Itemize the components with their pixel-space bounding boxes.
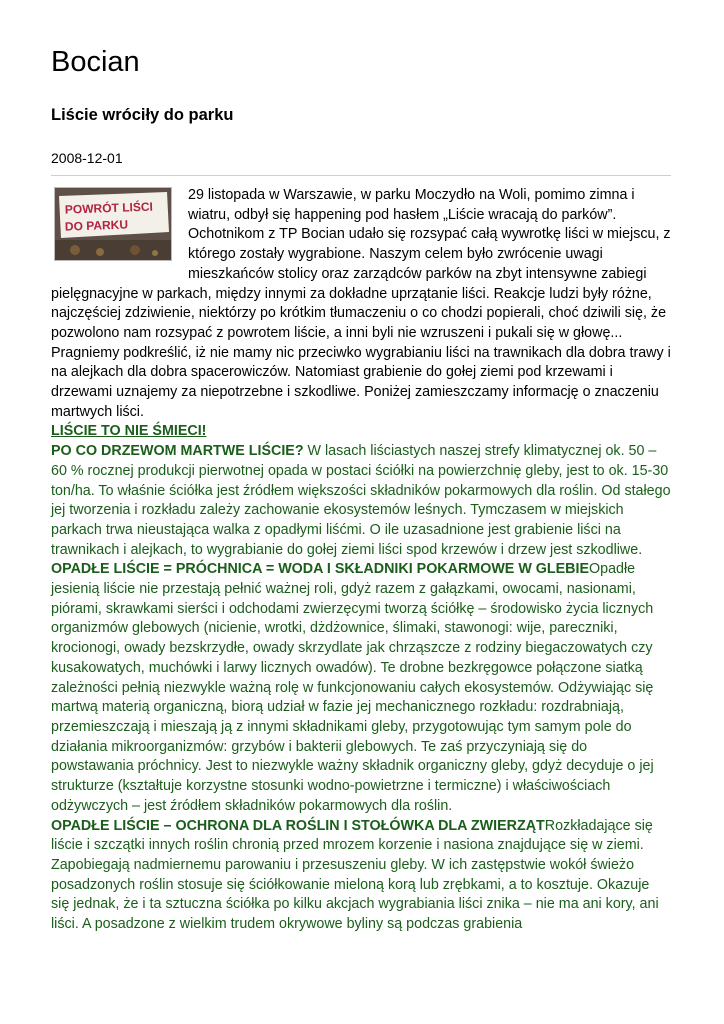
section-heading: OPADŁE LIŚCIE – OCHRONA DLA ROŚLIN I STOŁÓWKA DLA ZWIERZĄT <box>51 817 545 834</box>
banner-text-line2: DO PARKU <box>64 217 129 234</box>
article-title: Liście wróciły do parku <box>51 106 234 124</box>
section-heading: OPADŁE LIŚCIE = PRÓCHNICA = WODA I SKŁADNIKI POKARMOWE W GLEBIE <box>51 561 590 578</box>
section-3 <box>51 817 671 935</box>
section-1 <box>51 442 671 560</box>
intro-paragraph: 29 listopada w Warszawie, w parku Moczydło na Woli, pomimo zimna i wiatru, odbył się happening pod hasłem „Liście wracają do parków”. Ochotnikom z TP Bocian udało się rozsypać całą wywrotkę liści w miejscu, z którego zostały wygrabione. Naszym celem było zwrócenie uwagi mieszkańców stolicy oraz zarządców parków na zbyt intensywne zabiegi pielęgnacyjne w parkach, między innymi za dokładne uprzątanie liści. Reakcje ludzi były różne, najczęściej zdziwienie, niektórzy po krótkim tłumaczeniu o co chodzi popierali, choć dziwili się, że pozwolono nam rozsypać z powrotem liście, a inni byli nie wzruszeni i pukali się w głowę... Pragniemy podkreślić, iż nie mamy nic przeciwko wygrabianiu liści na trawnikach dla dobra trawy i na alejkach dla dobra spacerowiczów. Natomiast grabienie do gołej ziemi pod krzewami i drzewami uznajemy za niepotrzebne i szkodliwe. Poniżej zamieszczamy informację o znaczeniu martwych liści. <box>51 187 671 420</box>
divider <box>51 175 671 176</box>
article-body <box>51 186 671 935</box>
article-image[interactable] <box>54 187 172 261</box>
section-heading: PO CO DRZEWOM MARTWE LIŚCIE? <box>51 443 304 460</box>
section-text: W lasach liściastych naszej strefy klimatycznej ok. 50 – 60 % rocznej produkcji pierwotnej opada w postaci ściółki na powierzchnię gleby, jest to ok. 15-30 ton/ha. To właśnie ściółka jest źródłem większości składników pokarmowych dla roślin. Od stałego jej tworzenia i rozkładu zależy zachowanie ekosystemów leśnych. Tymczasem w miejskich parkach trwa nieustająca walka z opadłymi liśćmi. O ile uzasadnione jest grabienie liści na trawnikach i alejkach, to wygrabianie do gołej ziemi liści spod krzewów i drzew jest szkodliwe. <box>51 443 671 558</box>
banner-photo <box>55 188 171 260</box>
banner-text-line1: POWRÓT LIŚCI <box>64 199 154 217</box>
site-title: Bocian <box>51 46 140 78</box>
section-text: Rozkładające się liście i szczątki innych roślin chronią przed mrozem korzenie i nasiona znajdujące się w ziemi. Zapobiegają nadmiernemu parowaniu i przesuszeniu gleby. W ich zastępstwie wokół świeżo posadzonych roślin stosuje się ściółkowanie mieloną korą lub zrębkami, a to kosztuje. Okazuje się jednak, że i ta sztuczna ściółka po kilku akcjach wygrabiania liści znika – nie ma ani kory, ani liści. A posadzone z wielkim trudem okrywowe byliny są podczas grabienia <box>51 817 659 933</box>
section-2 <box>51 560 671 816</box>
article-date: 2008-12-01 <box>51 150 123 166</box>
section-text: Opadłe jesienią liście nie przestają pełnić ważnej roli, gdyż razem z gałązkami, owocami, nasionami, piórami, skrawkami sierści i odchodami zwierzęcymi tworzą ściółkę – środowisko życia licznych organizmów glebowych (nicienie, wrotki, dżdżownice, ślimaki, stawonogi: wije, parecznikі, krocionogi, owady bezskrzydłe, owady skrzydlate jak chrząszcze z rodziny biegaczowatych czy kusakowatych, muchówki i larwy licznych owadów). Te drobne bezkręgowce połączone siatką zależności pełnią niezwykle ważną rolę w funkcjonowaniu całych ekosystemów. Odżywiając się martwą materią organiczną, biorą udział w fazie jej mechanicznego rozkładu: rozdrabniają, przemieszczają i mieszają ją z innymi składnikami gleby, przygotowując tym samym pole do działania mikroorganizmów: grzybów i bakterii glebowych. Te zaś przyczyniają się do powstawania próchnicy. Jest to niezwykle ważny składnik organiczny gleby, gdyż decyduje o jej strukturze (kształtuje korzystne stosunki wodno-powietrzne i termiczne) i właściwościach odżywczych – jest źródłem składników pokarmowych dla roślin. <box>51 561 654 814</box>
leaves-not-trash-link[interactable]: LIŚCIE TO NIE ŚMIECI! <box>51 423 207 440</box>
